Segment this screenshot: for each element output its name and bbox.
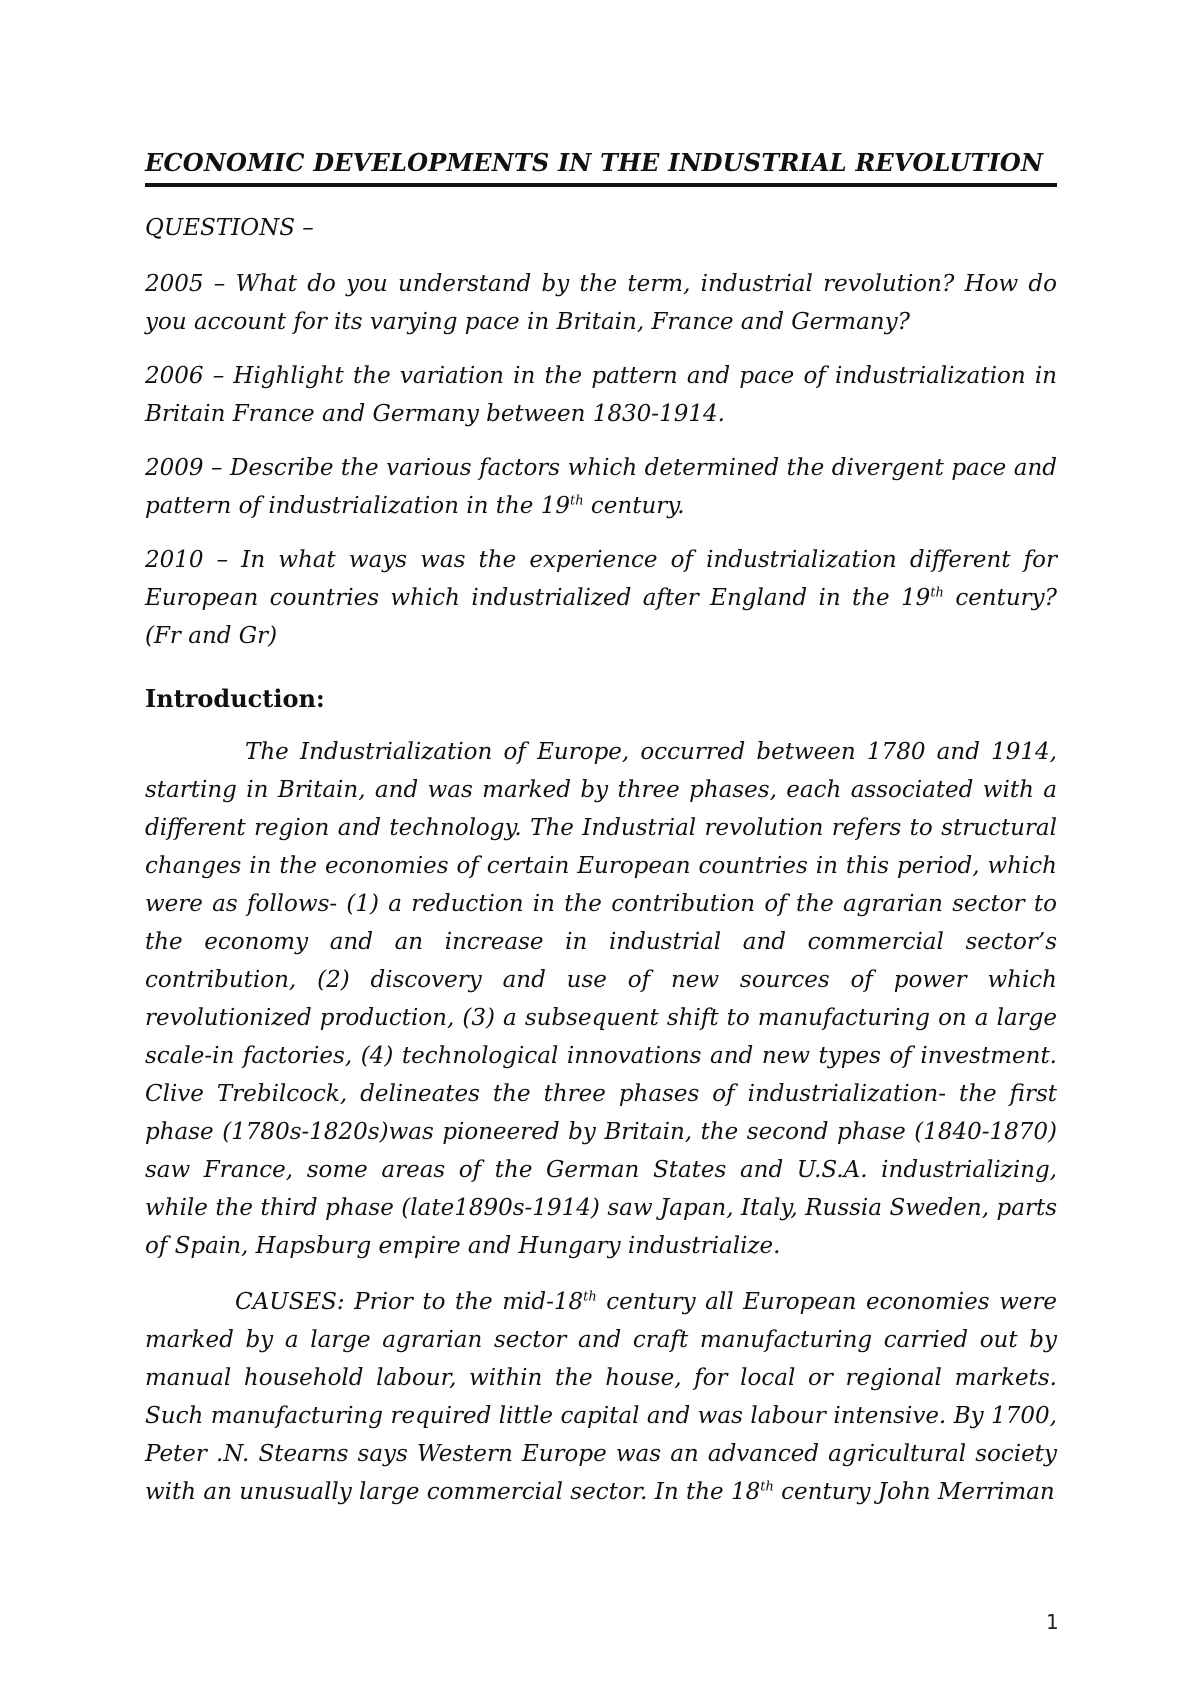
causes-text-2: century all European economies were marked by a large agrarian sector and craft manufacturing carried out by manual household labour, within the house, for local or regional markets. Such manufacturing required little capital and was labour intensive. By 1700, Peter .N. Stearns says Western Europe was an advanced agricultural society with an unusually large commercial sector. In the 18: [145, 1289, 1057, 1505]
question-text: 2010 – In what ways was the experience of industrialization different for European countries which industrialized after England in the 19: [145, 547, 1057, 611]
question-2010: [145, 541, 1057, 655]
causes-paragraph: [145, 1283, 1057, 1511]
introduction-text: The Industrialization of Europe, occurred between 1780 and 1914, starting in Britain, and was marked by three phases, each associated with a different region and technology. The Industrial revolution refers to structural changes in the economies of certain European countries in this period, which were as follows- (1) a reduction in the contribution of the agrarian sector to the economy and an increase in industrial and commercial sector’s contribution, (2) discovery and use of new sources of power which revolutionized production, (3) a subsequent shift to manufacturing on a large scale-in factories, (4) technological innovations and new types of investment. Clive Trebilcock, delineates the three phases of industrialization- the first phase (1780s-1820s)was pioneered by Britain, the second phase (1840-1870) saw France, some areas of the German States and U.S.A. industrializing, while the third phase (late1890s-1914) saw Japan, Italy, Russia Sweden, parts of Spain, Hapsburg empire and Hungary industrialize.: [145, 739, 1057, 1259]
question-2009: [145, 449, 1057, 525]
page-content: [145, 148, 1057, 1511]
question-2006: [145, 357, 1057, 433]
questions-heading: QUESTIONS –: [145, 215, 314, 241]
question-2005: [145, 265, 1057, 341]
ordinal-superscript: th: [569, 493, 584, 509]
question-text-end: century.: [583, 493, 685, 519]
causes-text-3: century John Merriman: [773, 1479, 1055, 1505]
question-text: 2005 – What do you understand by the term, industrial revolution? How do you account for its varying pace in Britain, France and Germany?: [145, 271, 1057, 335]
question-text: 2006 – Highlight the variation in the pattern and pace of industrialization in Britain France and Germany between 1830-1914.: [145, 363, 1057, 427]
page-number: 1: [1046, 1610, 1059, 1634]
introduction-paragraph: [145, 733, 1057, 1265]
document-title: ECONOMIC DEVELOPMENTS IN THE INDUSTRIAL REVOLUTION: [145, 148, 1057, 187]
causes-text-1: CAUSES: Prior to the mid-18: [235, 1289, 584, 1315]
ordinal-superscript: th: [930, 585, 944, 601]
introduction-heading: Introduction:: [145, 684, 325, 713]
ordinal-superscript: th: [583, 1289, 597, 1305]
question-text-end: century? (Fr and Gr): [145, 585, 1057, 649]
question-text: 2009 – Describe the various factors which determined the divergent pace and pattern of industrialization in the 19: [145, 455, 1057, 519]
ordinal-superscript: th: [760, 1479, 774, 1495]
